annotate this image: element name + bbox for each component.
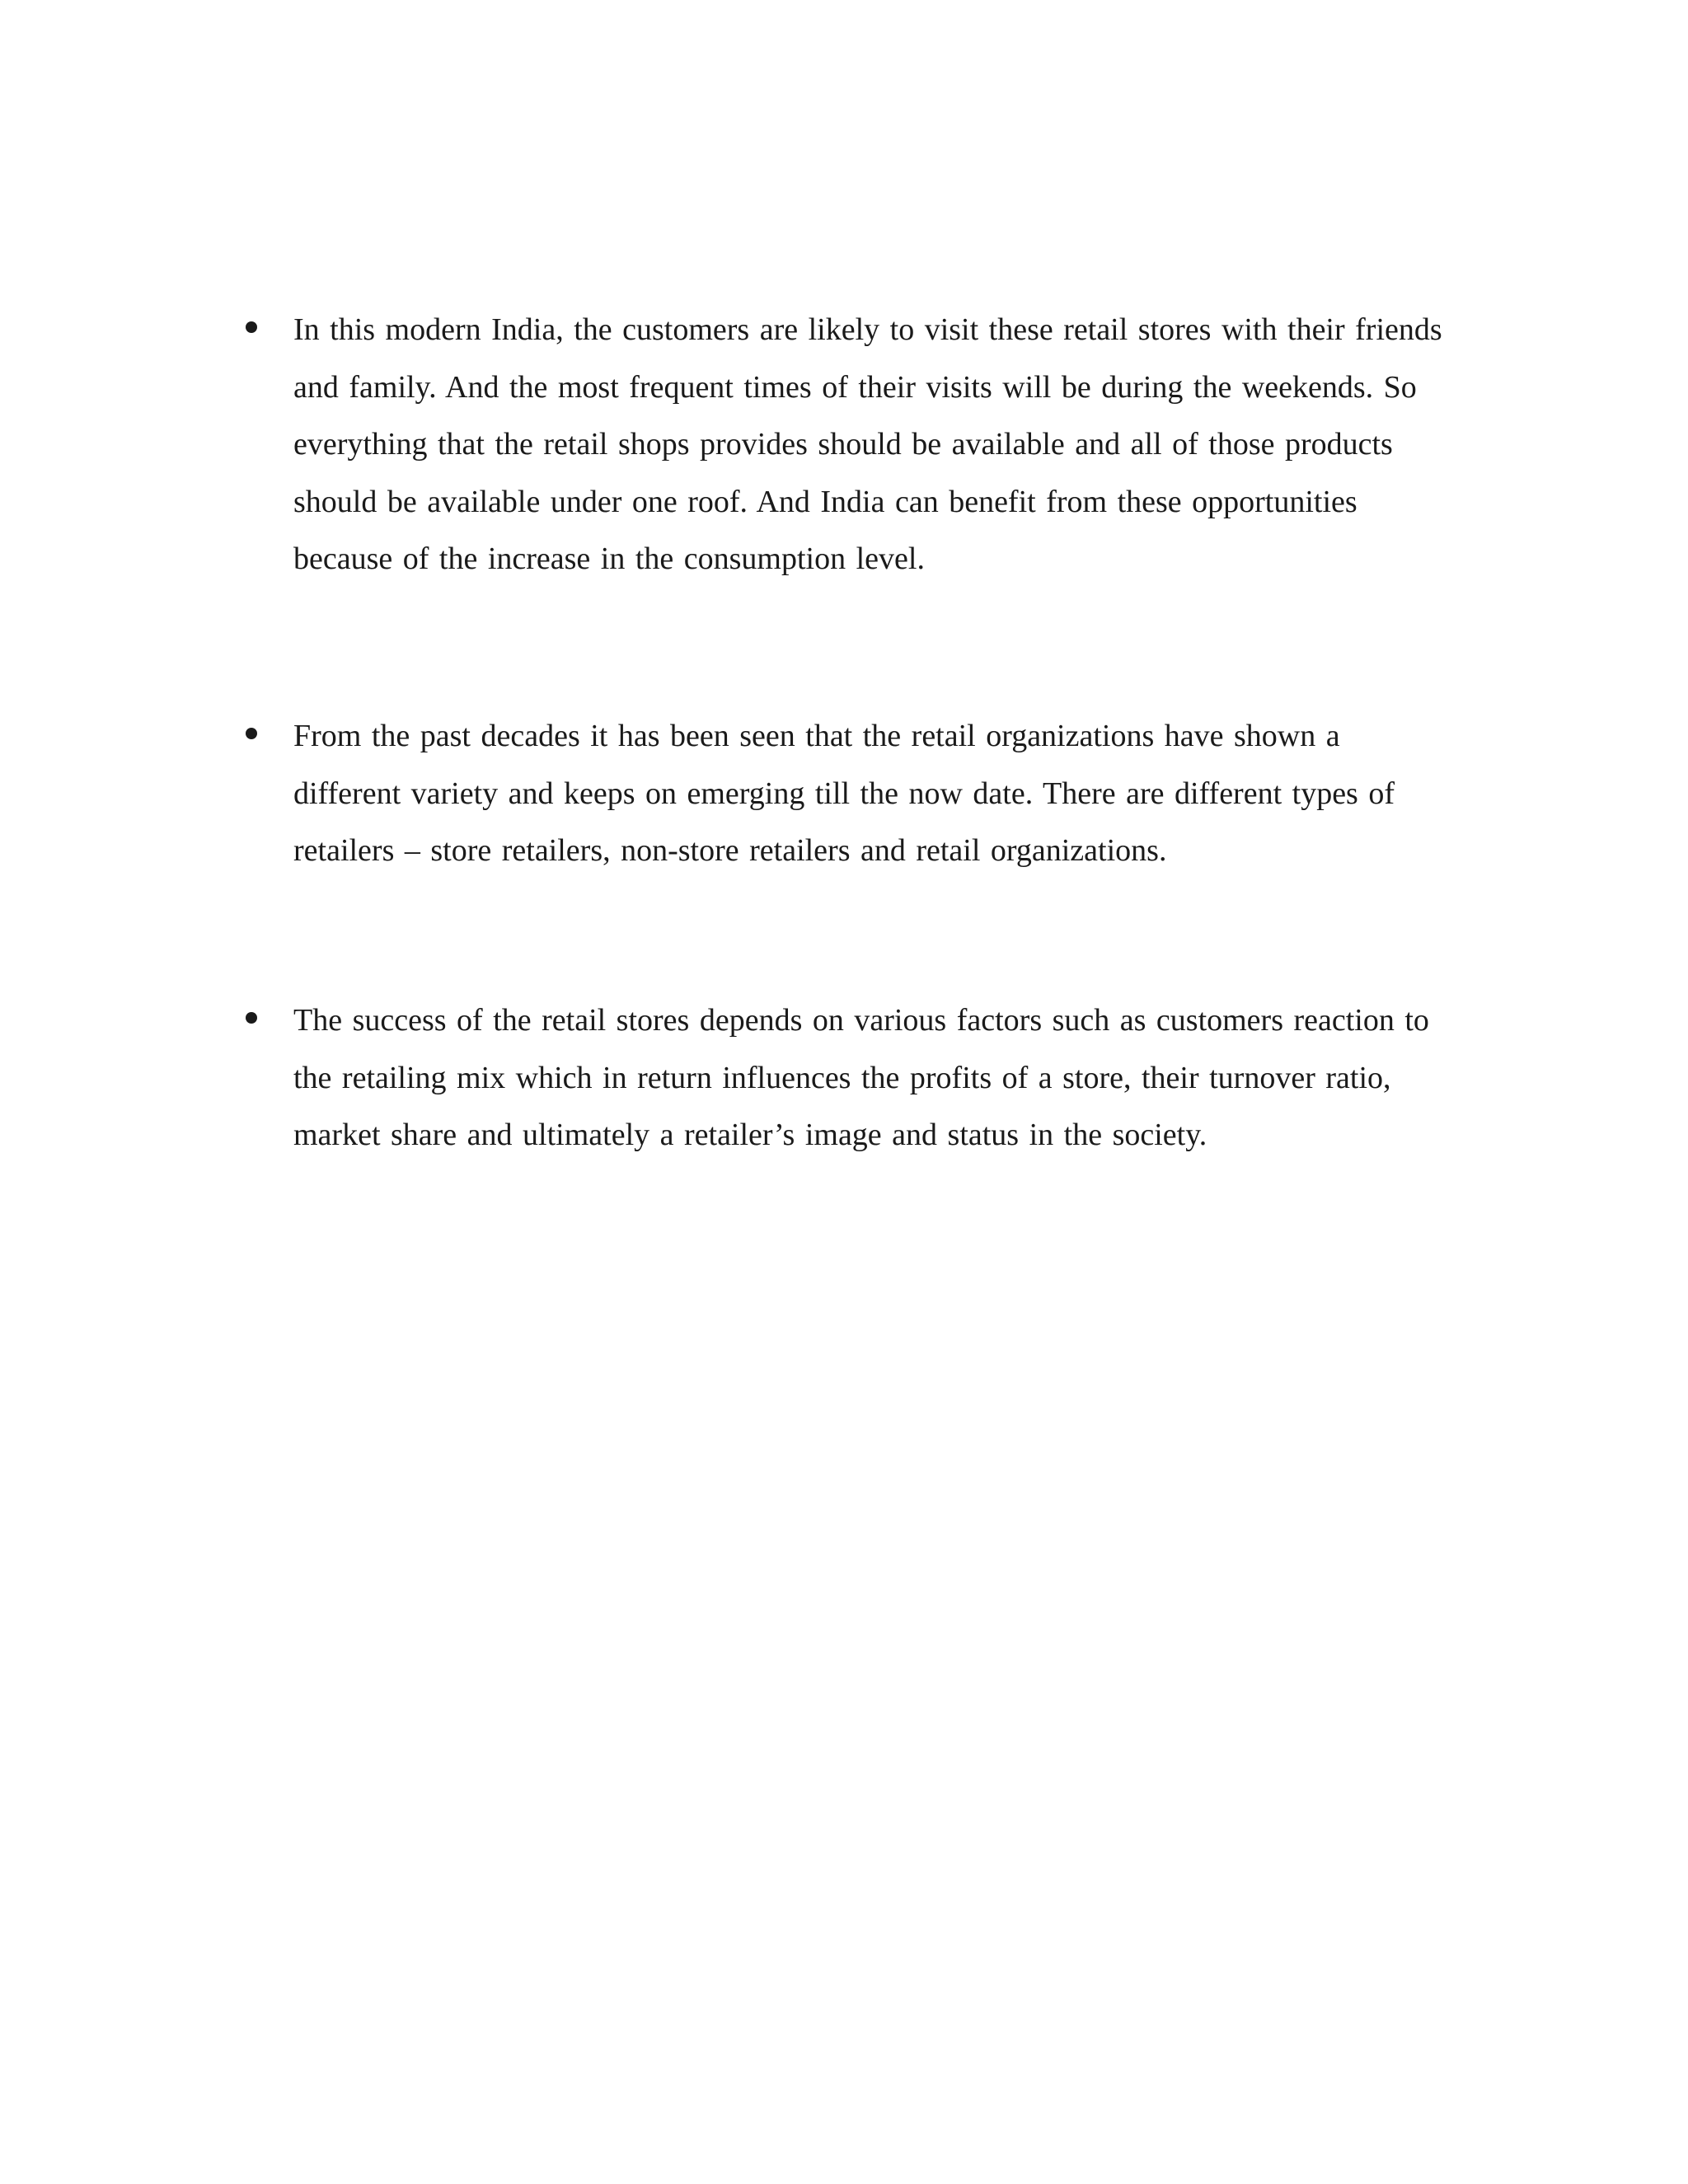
text-line: In this modern India, the customers are likely to visit these retail stores with their friends	[293, 312, 1442, 347]
text-line: should be available under one roof. And India can benefit from these opportunities	[293, 484, 1357, 519]
text-line: because of the increase in the consumption level.	[293, 541, 925, 576]
bullet-icon	[246, 728, 257, 739]
bullet-paragraph	[293, 992, 1464, 1165]
text-line: From the past decades it has been seen that the retail organizations have shown a	[293, 719, 1340, 753]
bullet-icon	[246, 1012, 257, 1024]
bullet-paragraph	[293, 302, 1464, 588]
bullet-paragraph	[293, 708, 1464, 880]
text-line: retailers – store retailers, non-store retailers and retail organizations.	[293, 833, 1167, 868]
text-line: market share and ultimately a retailer’s image and status in the society.	[293, 1118, 1207, 1152]
text-line: and family. And the most frequent times of their visits will be during the weekends. So	[293, 369, 1417, 405]
text-line: different variety and keeps on emerging till the now date. There are different types of	[293, 776, 1395, 811]
text-line: the retailing mix which in return influences the profits of a store, their turnover ratio,	[293, 1060, 1391, 1095]
bullet-icon	[246, 321, 257, 333]
text-line: everything that the retail shops provides should be available and all of those products	[293, 427, 1393, 462]
text-line: The success of the retail stores depends on various factors such as customers reaction to	[293, 1003, 1429, 1038]
